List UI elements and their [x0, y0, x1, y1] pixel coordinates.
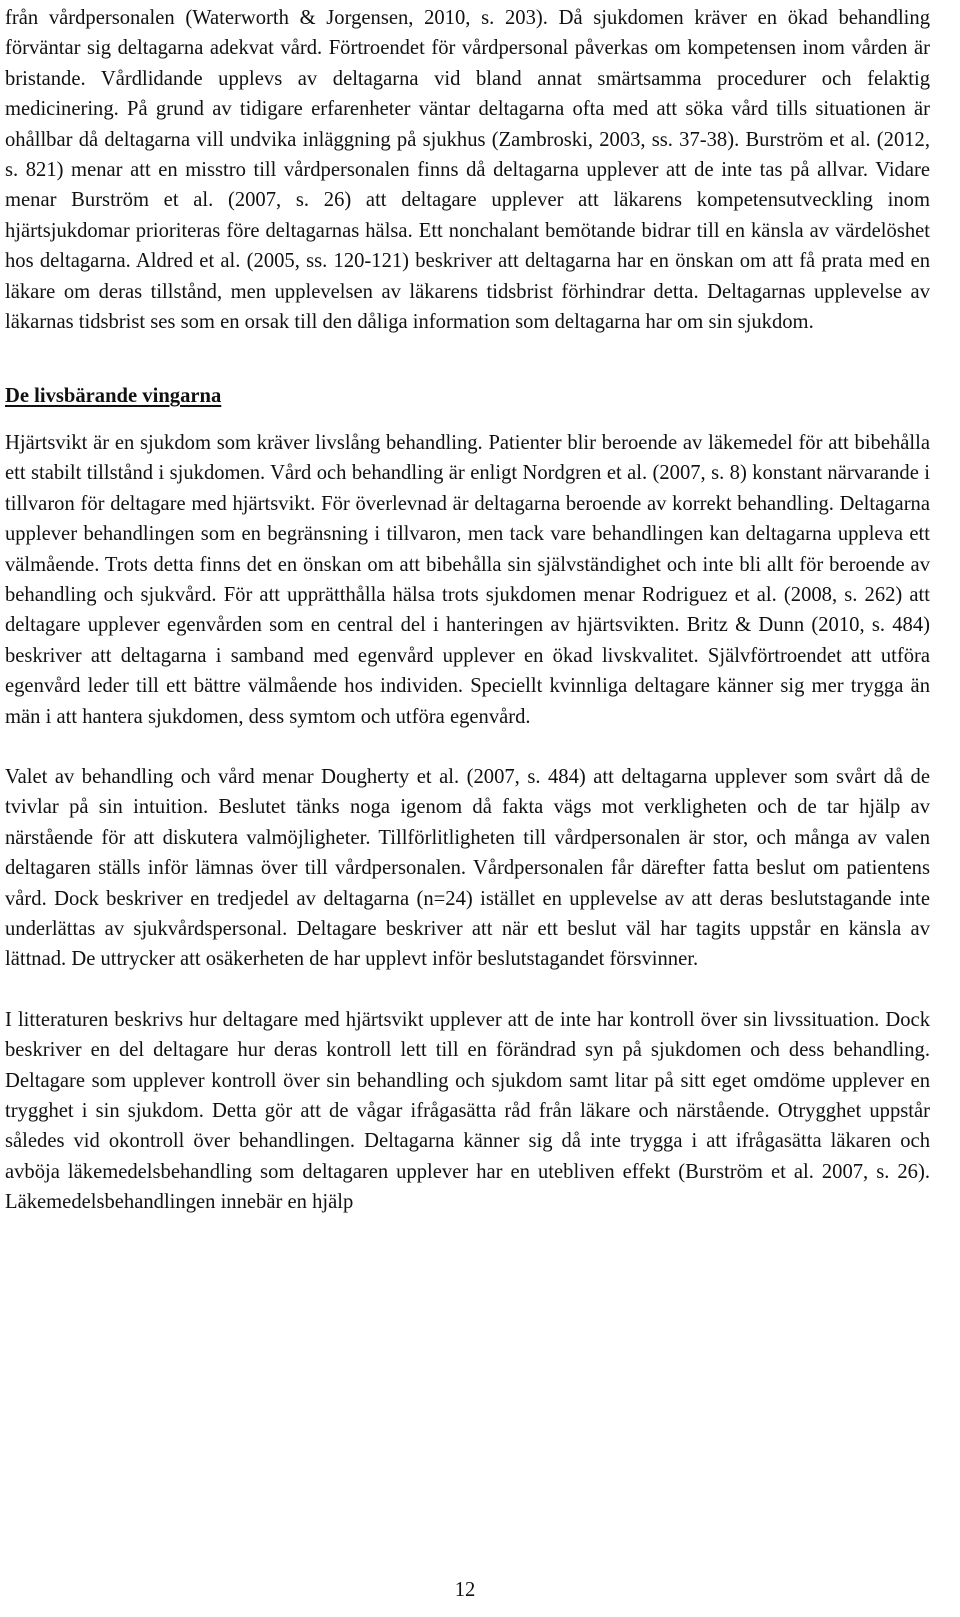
paragraph-lifelong-treatment: Hjärtsvikt är en sjukdom som kräver livslång behandling. Patienter blir beroende av läkemedel för att bibehålla ett stabilt tillstånd i sjukdomen. Vård och behandling är enligt Nordgren et al. (2007, s. 8) konstant närvarande i tillvaron för deltagare med hjärtsvikt. För överlevnad är deltagarna beroende av korrekt behandling. Deltagarna upplever behandlingen som en begränsning i tillvaron, men tack vare behandlingen kan deltagarna uppleva ett välmående. Trots detta finns det en önskan om att bibehålla sin självständighet och inte bli allt för beroende av behandling och sjukvård. För att upprätthålla hälsa trots sjukdomen menar Rodriguez et al. (2008, s. 262) att deltagare upplever egenvården som en central del i hanteringen av hjärtsvikten. Britz & Dunn (2010, s. 484) beskriver att deltagarna i samband med egenvård upplever en ökad livskvalitet. Självförtroendet att utföra egenvård leder till ett bättre välmående hos individen. Speciellt kvinnliga deltagare känner sig mer trygga än män i att hantera sjukdomen, dess symtom och utföra egenvård. [5, 431, 930, 728]
paragraph-treatment-choice: Valet av behandling och vård menar Dougherty et al. (2007, s. 484) att deltagarna upplever som svårt då de tvivlar på sin intuition. Beslutet tänks noga igenom då fakta vägs mot verkligheten och de tar hjälp av närstående för att diskutera valmöjligheter. Tillförlitligheten till vårdpersonalen är stor, och många av valen deltagaren ställs inför lämnas över till vårdpersonalen. Vårdpersonalen får därefter fatta beslut om patientens vård. Dock beskriver en tredjedel av deltagarna (n=24) istället en upplevelse av att deras beslutstagande inte underlättas av sjukvårdspersonal. Deltagare beskriver att när ett beslut väl har tagits uppstår en känsla av lättnad. De uttrycker att osäkerheten de har upplevt inför beslutstagandet försvinner. [5, 765, 930, 971]
spacer [5, 732, 930, 762]
body-text [5, 3, 930, 1218]
spacer [5, 337, 930, 381]
spacer [5, 975, 930, 1005]
spacer [5, 412, 930, 428]
paragraph-control: I litteraturen beskrivs hur deltagare med hjärtsvikt upplever att de inte har kontroll över sin livssituation. Dock beskriver en del deltagare hur deras kontroll lett till en förändrad syn på sjukdomen och dess behandling. Deltagare som upplever kontroll över sin behandling och sjukdom samt litar på sitt eget omdöme upplever en trygghet i sin sjukdom. Detta gör att de vågar ifrågasätta råd från läkare och närstående. Otrygghet uppstår således vid okontroll över behandlingen. Deltagarna känner sig då inte trygga i att ifrågasätta läkaren och avböja läkemedelsbehandling som deltagaren upplever har en utebliven effekt (Burström et al. 2007, s. 26). Läkemedelsbehandlingen innebär en hjälp [5, 1008, 930, 1214]
paragraph-care-trust: från vårdpersonalen (Waterworth & Jorgensen, 2010, s. 203). Då sjukdomen kräver en ökad behandling förväntar sig deltagarna adekvat vård. Förtroendet för vårdpersonal påverkas om kompetensen inom vården är bristande. Vårdlidande upplevs av deltagarna vid bland annat smärtsamma procedurer och felaktig medicinering. På grund av tidigare erfarenheter väntar deltagarna ofta med att söka vård tills situationen är ohållbar då deltagarna vill undvika inläggning på sjukhus (Zambroski, 2003, ss. 37-38). Burström et al. (2012, s. 821) menar att en misstro till vårdpersonalen finns då deltagarna upplever att de inte tas på allvar. Vidare menar Burström et al. (2007, s. 26) att deltagare upplever att läkarens kompetensutveckling inom hjärtsjukdomar prioriteras före deltagarnas hälsa. Ett nonchalant bemötande bidrar till en känsla av värdelöshet hos deltagarna. Aldred et al. (2005, ss. 120-121) beskriver att deltagarna har en önskan om att få prata med en läkare om deras tillstånd, men upplevelsen av läkarens tidsbrist förhindrar detta. Deltagarnas upplevelse av läkarnas tidsbrist ses som en orsak till den dåliga information som deltagarna har om sin sjukdom. [5, 7, 930, 334]
section-heading: De livsbärande vingarna [5, 385, 222, 408]
page-number: 12 [454, 1579, 476, 1601]
